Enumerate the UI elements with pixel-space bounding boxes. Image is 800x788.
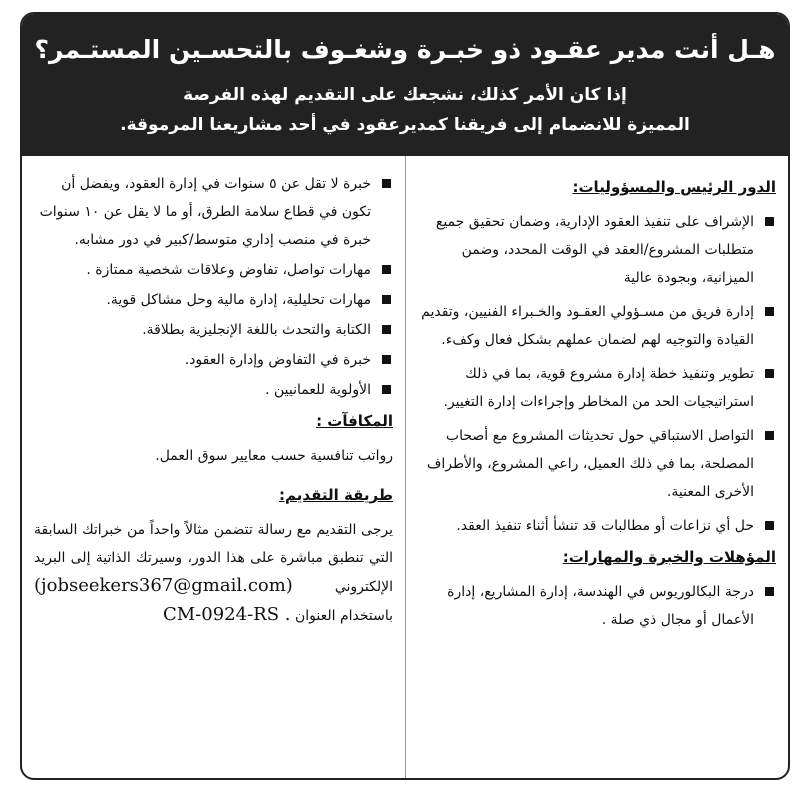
content-columns — [22, 156, 788, 780]
list-item: خبرة في التفاوض وإدارة العقود. — [34, 346, 393, 374]
square-bullet-icon — [765, 521, 774, 530]
qualifications-list — [418, 578, 776, 634]
list-item: مهارات تحليلية، إدارة مالية وحل مشاكل قوية. — [34, 286, 393, 314]
left-column — [22, 156, 405, 780]
list-item: خبرة لا تقل عن ٥ سنوات في إدارة العقود، ويفضل أن تكون في قطاع سلامة الطرق، أو ما لا يقل عن ١٠ سنوات خبرة في منصب إداري متوسط/كبير في دور مشابه. — [34, 170, 393, 254]
list-item: إدارة فريق من مسـؤولي العقـود والخـبراء الفنيين، وتقديم القيادة والتوجيه لهم لضمان عملهم بشكل فعال وكفء. — [418, 298, 776, 354]
list-item: التواصل الاستباقي حول تحديثات المشروع مع أصحاب المصلحة، بما في ذلك العميل، راعي المشروع، والأطراف الأخرى المعنية. — [418, 422, 776, 506]
square-bullet-icon — [765, 587, 774, 596]
address-label: العنوان — [294, 608, 336, 624]
reference-code: CM-0924-RS . — [162, 604, 291, 625]
qualifications-heading: المؤهلات والخبرة والمهارات: — [562, 548, 776, 566]
using-label: باستخدام — [339, 608, 393, 624]
rewards-text: رواتب تنافسية حسب معايير سوق العمل. — [155, 448, 393, 464]
ad-header — [22, 14, 788, 156]
requirements-list — [34, 170, 393, 404]
list-item: حل أي نزاعات أو مطالبات قد تنشأ أثناء تنفيذ العقد. — [418, 512, 776, 540]
email-address[interactable]: (jobseekers367@gmail.com) — [34, 575, 293, 596]
square-bullet-icon — [765, 217, 774, 226]
list-item: درجة البكالوريوس في الهندسة، إدارة المشاريع، إدارة الأعمال أو مجال ذي صلة . — [418, 578, 776, 634]
apply-text: يرجى التقديم مع رسالة تتضمن مثالاً واحداً من خبراتك السابقة التي تنطبق مباشرة على هذا الدور، وسيرتك الذاتية إلى البريد الإلكتروني (jobseekers367@gmail.com) باستخدام العنوان CM-0924-RS . — [34, 522, 393, 625]
subline-1: إذا كان الأمر كذلك، نشجعك على التقديم لهذه الفرصة — [183, 85, 627, 105]
square-bullet-icon — [382, 295, 391, 304]
subline-2: المميزة للانضمام إلى فريقنا كمديرعقود في أحد مشاريعنا المرموقة. — [120, 115, 690, 135]
job-advertisement — [20, 12, 790, 780]
square-bullet-icon — [765, 307, 774, 316]
apply-heading: طريقة التقديم: — [279, 486, 393, 504]
responsibilities-heading: الدور الرئيس والمسؤوليات: — [572, 178, 776, 196]
headline: هـل أنت مدير عقـود ذو خبـرة وشغـوف بالتحسـين المستـمر؟ — [34, 35, 776, 64]
square-bullet-icon — [382, 325, 391, 334]
square-bullet-icon — [765, 369, 774, 378]
list-item: الإشراف على تنفيذ العقود الإدارية، وضمان تحقيق جميع متطلبات المشروع/العقد في الوقت المحدد، وضمن الميزانية، وبجودة عالية — [418, 208, 776, 292]
square-bullet-icon — [382, 265, 391, 274]
square-bullet-icon — [382, 385, 391, 394]
square-bullet-icon — [765, 431, 774, 440]
responsibilities-list — [418, 208, 776, 540]
square-bullet-icon — [382, 355, 391, 364]
right-column — [405, 156, 788, 780]
list-item: تطوير وتنفيذ خطة إدارة مشروع قوية، بما في ذلك استراتيجيات الحد من المخاطر وإجراءات إدارة التغيير. — [418, 360, 776, 416]
list-item: مهارات تواصل، تفاوض وعلاقات شخصية ممتازة . — [34, 256, 393, 284]
rewards-heading: المكافآت : — [316, 412, 393, 430]
square-bullet-icon — [382, 179, 391, 188]
list-item: الأولوية للعمانيين . — [34, 376, 393, 404]
list-item: الكتابة والتحدث باللغة الإنجليزية بطلاقة. — [34, 316, 393, 344]
